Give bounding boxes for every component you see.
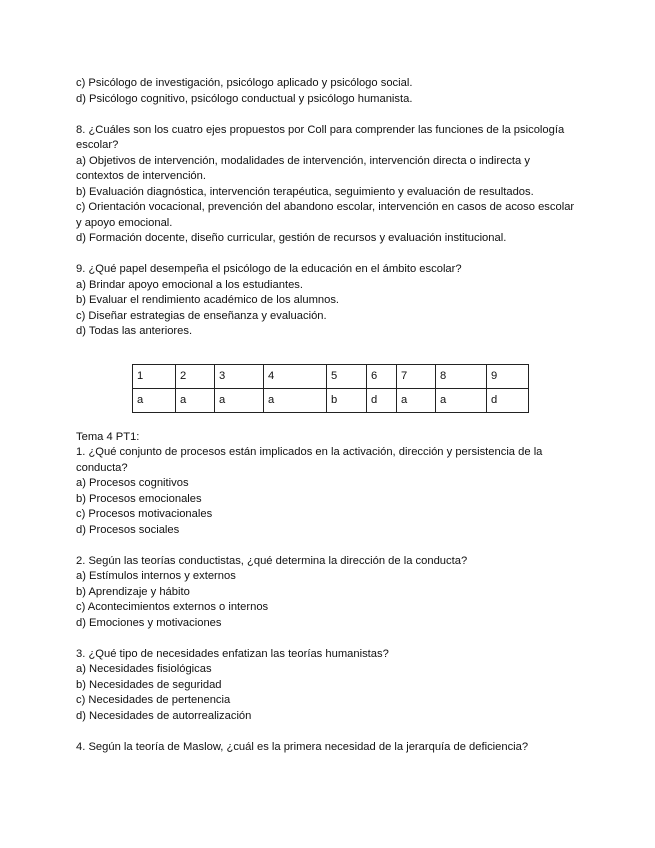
option-d: d) Emociones y motivaciones [76,616,222,629]
table-cell: a [176,388,215,412]
answer-row [133,388,529,412]
option-b: b) Evaluación diagnóstica, intervención terapéutica, seguimiento y evaluación de resultados. [76,185,534,198]
question-text: 9. ¿Qué papel desempeña el psicólogo de la educación en el ámbito escolar? [76,263,462,275]
question-text: 2. Según las teorías conductistas, ¿qué determina la dirección de la conducta? [76,554,468,567]
question-9 [76,262,576,340]
answer-table [132,364,529,413]
tema4-question-3 [76,647,576,725]
tema4-question-1 [76,445,576,538]
option-c: c) Procesos motivacionales [76,508,213,520]
question-number-row [133,364,529,388]
table-cell: 7 [397,364,436,388]
table-cell: a [264,388,327,412]
option-d: d) Todas las anteriores. [76,325,193,337]
tema4-question-2 [76,554,576,632]
option-c: c) Orientación vocacional, prevención del abandono escolar, intervención en casos de acoso escolar y apoyo emocional. [76,201,575,229]
table-cell: a [397,388,436,412]
question-text: 4. Según la teoría de Maslow, ¿cuál es la primera necesidad de la jerarquía de deficiencia? [76,740,529,753]
table-cell: 2 [176,364,215,388]
answer-table-container [132,364,576,413]
option-d: d) Formación docente, diseño curricular, gestión de recursos y evaluación institucional. [76,232,507,244]
section-heading: Tema 4 PT1: [76,430,140,443]
previous-question-options [76,76,576,107]
tema4-question-4 [76,740,576,756]
document-page [76,76,576,755]
tema-4-section [76,430,576,756]
question-8 [76,123,576,247]
option-b: b) Necesidades de seguridad [76,678,222,691]
table-cell: a [436,388,487,412]
table-cell: 6 [367,364,397,388]
table-cell: 9 [487,364,529,388]
option-a: a) Procesos cognitivos [76,477,189,489]
option-c: c) Diseñar estrategias de enseñanza y evaluación. [76,309,327,322]
question-text: 8. ¿Cuáles son los cuatro ejes propuestos por Coll para comprender las funciones de la psicología escolar? [76,123,565,151]
table-cell: 4 [264,364,327,388]
option-a: a) Brindar apoyo emocional a los estudiantes. [76,278,303,291]
option-c: c) Psicólogo de investigación, psicólogo aplicado y psicólogo social. [76,77,413,89]
table-cell: a [133,388,176,412]
table-cell: b [327,388,367,412]
table-cell: d [487,388,529,412]
question-text: 1. ¿Qué conjunto de procesos están implicados en la activación, dirección y persistencia de la conducta? [76,446,543,474]
option-a: a) Necesidades fisiológicas [76,663,212,675]
question-text: 3. ¿Qué tipo de necesidades enfatizan las teorías humanistas? [76,647,389,660]
option-c: c) Necesidades de pertenencia [76,694,231,706]
option-c: c) Acontecimientos externos o internos [76,601,269,613]
option-d: d) Necesidades de autorrealización [76,709,252,722]
option-a: a) Estímulos internos y externos [76,570,236,582]
table-cell: d [367,388,397,412]
option-d: d) Psicólogo cognitivo, psicólogo conductual y psicólogo humanista. [76,92,413,105]
option-b: b) Aprendizaje y hábito [76,585,190,598]
table-cell: a [215,388,264,412]
option-a: a) Objetivos de intervención, modalidades de intervención, intervención directa o indirecta y contextos de intervención. [76,154,530,182]
table-cell: 8 [436,364,487,388]
option-b: b) Procesos emocionales [76,492,202,505]
option-b: b) Evaluar el rendimiento académico de los alumnos. [76,294,340,306]
table-cell: 5 [327,364,367,388]
option-d: d) Procesos sociales [76,523,180,536]
table-cell: 3 [215,364,264,388]
table-cell: 1 [133,364,176,388]
